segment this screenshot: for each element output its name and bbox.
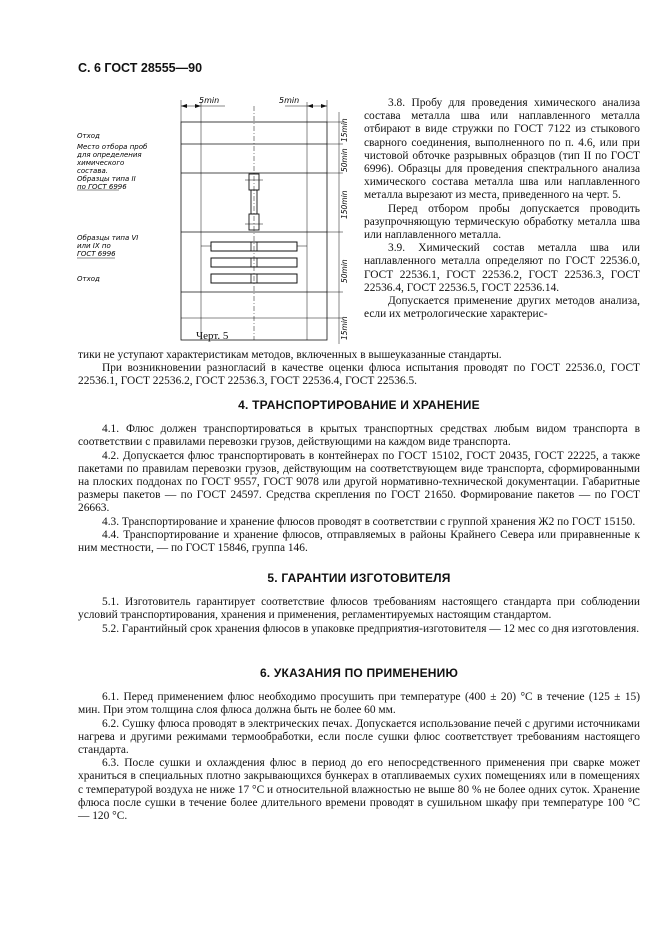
paragraph-4-1: 4.1. Флюс должен транспортироваться в крытых транспортных средствах любым видом транспорта в соответствии с правилами перевозки грузов, действующими на каждом виде транспорта.	[78, 423, 640, 449]
section-6	[78, 667, 640, 823]
paragraph-6-3: 6.3. После сушки и охлаждения флюс в период до его непосредственного применения при сварке может храниться в специальных плотно закрывающихся бункерах в отапливаемых сухих помещениях или в помещениях с температурой воздуха не ниже 17 °С и относительной влажностью не выше 80 % не более одних суток. Хранение флюса после сушки в течение более длительного времени проводят в сушильном шкафу при температуре 100 °С — 120 °С.	[78, 757, 640, 823]
paragraph-6-2: 6.2. Сушку флюса проводят в электрических печах. Допускается использование печей с другими источниками нагрева и другими режимами термообработки, если после сушки флюс соответствует требованиям настоящего стандарта.	[78, 717, 640, 757]
dim-v-3: 150min	[340, 190, 349, 219]
label-chem-line: по ГОСТ 6996	[77, 183, 127, 191]
label-samples-line: ГОСТ 6996	[77, 250, 116, 258]
paragraph-5-1: 5.1. Изготовитель гарантирует соответствие флюсов требованиям настоящего стандарта при соблюдении условий транспортирования, хранения и применения, регламентируемых настоящим стандартом.	[78, 596, 640, 622]
paragraph-3-9: 3.9. Химический состав металла шва или наплавленного металла определяют по ГОСТ 22536.0, ГОСТ 22536.1, ГОСТ 22536.2, ГОСТ 22536.3, ГОСТ 22536.4, ГОСТ 22536.5, ГОСТ 22536.14.	[364, 242, 640, 294]
continuation-text	[78, 349, 640, 389]
figure-caption: Черт. 5	[196, 330, 229, 342]
label-chem-line: Образцы типа II	[77, 175, 136, 183]
paragraph-3-8: 3.8. Пробу для проведения химического анализа состава металла шва или наплавленного металла отбирают в виде стружки по ГОСТ 7122 из стыкового сварного соединения, выполненного по п. 4.6, или при чистовой обточке разрывных образцов (тип II по ГОСТ 6996). Образцы для проведения спектрального анализа химического состава металла шва или наплавленного металла вырезают из места, приведенного на черт. 5.	[364, 97, 640, 202]
dim-v-1: 15min	[340, 118, 349, 142]
label-waste-top: Отход	[77, 132, 100, 140]
section-5	[78, 572, 640, 636]
label-waste-bottom: Отход	[77, 275, 100, 283]
paragraph-4-4: 4.4. Транспортирование и хранение флюсов, отправляемых в районы Крайнего Севера или приравненные к ним местности, — по ГОСТ 15846, группа 146.	[78, 528, 640, 555]
right-column	[364, 97, 640, 321]
paragraph-4-3: 4.3. Транспортирование и хранение флюсов проводят в соответствии с группой хранения Ж2 по ГОСТ 15150.	[102, 515, 636, 528]
label-samples-line: или IX по	[77, 242, 111, 250]
dim-left-top: 5min	[199, 96, 220, 105]
dim-v-4: 50min	[340, 259, 349, 283]
paragraph-3-9-note: Допускается применение других методов анализа, если их метрологические характерис-	[364, 295, 640, 321]
section-4-title: 4. ТРАНСПОРТИРОВАНИЕ И ХРАНЕНИЕ	[238, 398, 480, 412]
dim-v-2: 50min	[340, 148, 349, 172]
section-6-title: 6. УКАЗАНИЯ ПО ПРИМЕНЕНИЮ	[259, 666, 459, 680]
section-4	[78, 399, 640, 555]
paragraph-dispute: При возникновении разногласий в качестве оценки флюса испытания проводят по ГОСТ 22536.0, ГОСТ 22536.1, ГОСТ 22536.2, ГОСТ 22536.3, ГОСТ 22536.4, ГОСТ 22536.5.	[78, 362, 640, 388]
section-5-title: 5. ГАРАНТИИ ИЗГОТОВИТЕЛЯ	[267, 571, 451, 585]
dim-v-5: 15min	[340, 316, 349, 340]
paragraph-continuation: тики не уступают характеристикам методов, включенных в вышеуказанные стандарты.	[78, 349, 502, 361]
label-samples-line: Образцы типа VI	[77, 234, 139, 242]
figure-drawing	[75, 92, 355, 344]
label-chem-line: Место отбора проб	[77, 143, 148, 151]
label-chem-line: химического	[77, 159, 125, 167]
paragraph-4-2: 4.2. Допускается флюс транспортировать в контейнерах по ГОСТ 15102, ГОСТ 20435, ГОСТ 22225, а также пакетами по правилам перевозки грузов, действующим на соответствующем виде транспорта, сформированными на плоских поддонах по ГОСТ 9557, ГОСТ 9078 или другой нормативно-технической документации. Габаритные размеры пакетов — по ГОСТ 24597. Средства скрепления по ГОСТ 21650. Формирование пакетов — по ГОСТ 26663.	[78, 449, 640, 515]
label-chem-line: для определения	[77, 151, 142, 159]
running-header: С. 6 ГОСТ 28555—90	[78, 61, 203, 75]
dim-right-top: 5min	[279, 96, 300, 105]
paragraph-3-8-note: Перед отбором пробы допускается проводить разупрочняющую термическую обработку металла шва или наплавленного металла.	[364, 202, 640, 242]
label-chem-line: состава.	[77, 167, 108, 175]
paragraph-5-2: 5.2. Гарантийный срок хранения флюсов в упаковке предприятия-изготовителя — 12 мес со дня изготовления.	[102, 622, 640, 635]
paragraph-6-1: 6.1. Перед применением флюс необходимо просушить при температуре (400 ± 20) °С в течение (125 ± 15) мин. При этом толщина слоя флюса должна быть не более 60 мм.	[78, 691, 640, 717]
